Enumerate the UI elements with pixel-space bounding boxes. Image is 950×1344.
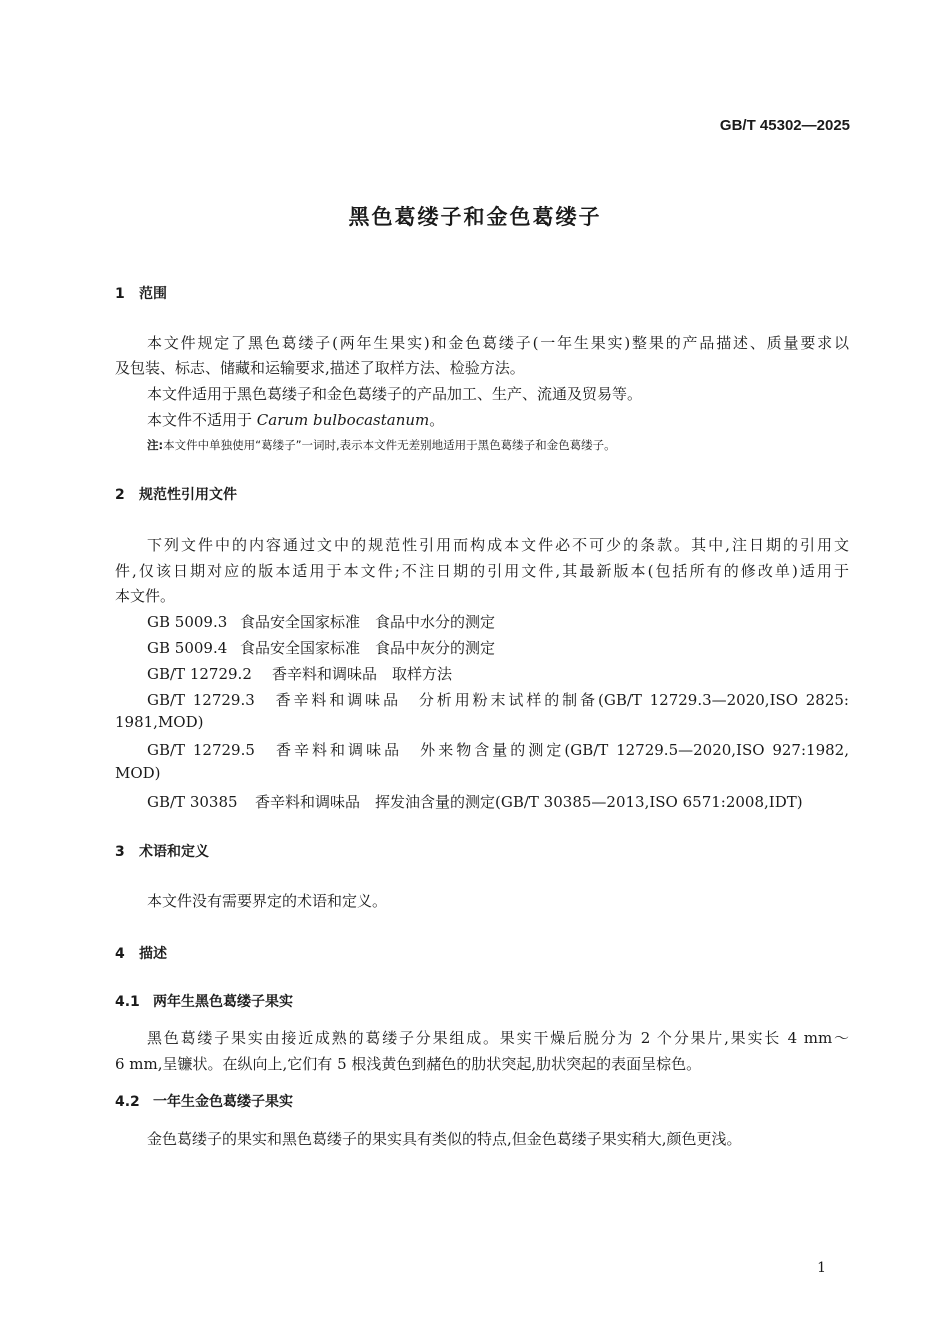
s1-p1-line1: 本文件规定了黑色葛缕子(两年生果实)和金色葛缕子(一年生果实)整果的产品描述、质量要求以 [147,334,849,352]
s1-p1-line2: 及包装、标志、储藏和运输要求,描述了取样方法、检验方法。 [115,359,525,377]
section-3-heading [115,841,209,861]
section-4-1-heading [115,991,293,1011]
s1-note [147,437,616,453]
s1-p3 [147,409,444,430]
section-2-heading [115,484,237,504]
s4-1-line2: 6 mm,呈镰状。在纵向上,它们有 5 根浅黄色到赭色的肋状突起,肋状突起的表面呈棕色。 [115,1055,702,1073]
reference-title-line1: 香辛料和调味品 分析用粉末试样的制备(GB/T 12729.3—2020,ISO 2825: [275,691,849,709]
section-4-heading [115,943,167,963]
reference-item [147,611,495,632]
section-number: 2 [115,487,125,503]
section-title: 描述 [139,946,167,962]
reference-title: 食品安全国家标准 食品中水分的测定 [240,613,496,631]
reference-code: GB 5009.4 [147,639,228,657]
s1-p3-prefix: 本文件不适用于 [147,411,257,429]
reference-code: GB/T 30385 [147,793,238,811]
section-title: 规范性引用文件 [139,487,237,503]
section-number: 4 [115,946,125,962]
reference-title: 香辛料和调味品 挥发油含量的测定(GB/T 30385—2013,ISO 6571:2008,IDT) [255,793,803,811]
s3-p1: 本文件没有需要界定的术语和定义。 [147,892,388,910]
note-text: 本文件中单独使用“葛缕子”一词时,表示本文件无差别地适用于黑色葛缕子和金色葛缕子。 [163,438,616,452]
section-1-heading [115,283,167,303]
s1-p2: 本文件适用于黑色葛缕子和金色葛缕子的产品加工、生产、流通及贸易等。 [147,385,643,403]
s2-intro-line1: 下列文件中的内容通过文中的规范性引用而构成本文件必不可少的条款。其中,注日期的引用文 [147,536,849,554]
latin-species-name: Carum bulbocastanum [256,411,430,429]
section-number: 4.1 [115,994,140,1010]
document-title: 黑色葛缕子和金色葛缕子 [348,205,602,229]
section-title: 术语和定义 [139,844,209,860]
reference-title-line2: MOD) [115,764,161,782]
s2-intro-line3: 本文件。 [115,587,176,605]
s4-1-line1: 黑色葛缕子果实由接近成熟的葛缕子分果组成。果实干燥后脱分为 2 个分果片,果实长 4 mm～ [147,1029,849,1047]
reference-title-line2: 1981,MOD) [115,713,204,731]
note-label: 注: [147,438,164,452]
section-title: 两年生黑色葛缕子果实 [153,994,293,1010]
reference-item [147,637,495,658]
section-number: 3 [115,844,125,860]
section-4-2-heading [115,1091,293,1111]
s1-p3-suffix: 。 [429,411,445,429]
reference-code: GB 5009.3 [147,613,228,631]
reference-item [147,739,849,760]
s2-intro-line2: 件,仅该日期对应的版本适用于本文件;不注日期的引用文件,其最新版本(包括所有的修改单)适用于 [115,562,849,580]
section-number: 4.2 [115,1094,140,1110]
reference-code: GB/T 12729.3 [147,691,255,709]
page-number: 1 [817,1260,826,1276]
s4-2-line1: 金色葛缕子的果实和黑色葛缕子的果实具有类似的特点,但金色葛缕子果实稍大,颜色更浅。 [147,1130,742,1148]
reference-item [147,689,849,710]
standard-number: GB/T 45302—2025 [719,117,850,134]
reference-item [147,791,803,812]
section-number: 1 [115,286,125,302]
section-title: 一年生金色葛缕子果实 [153,1094,293,1110]
reference-item [147,663,452,684]
reference-title: 食品安全国家标准 食品中灰分的测定 [240,639,496,657]
reference-title-line1: 香辛料和调味品 外来物含量的测定(GB/T 12729.5—2020,ISO 927:1982, [275,741,849,759]
section-title: 范围 [139,286,167,302]
reference-code: GB/T 12729.2 [147,665,252,683]
reference-title: 香辛料和调味品 取样方法 [272,665,453,683]
reference-code: GB/T 12729.5 [147,741,255,759]
